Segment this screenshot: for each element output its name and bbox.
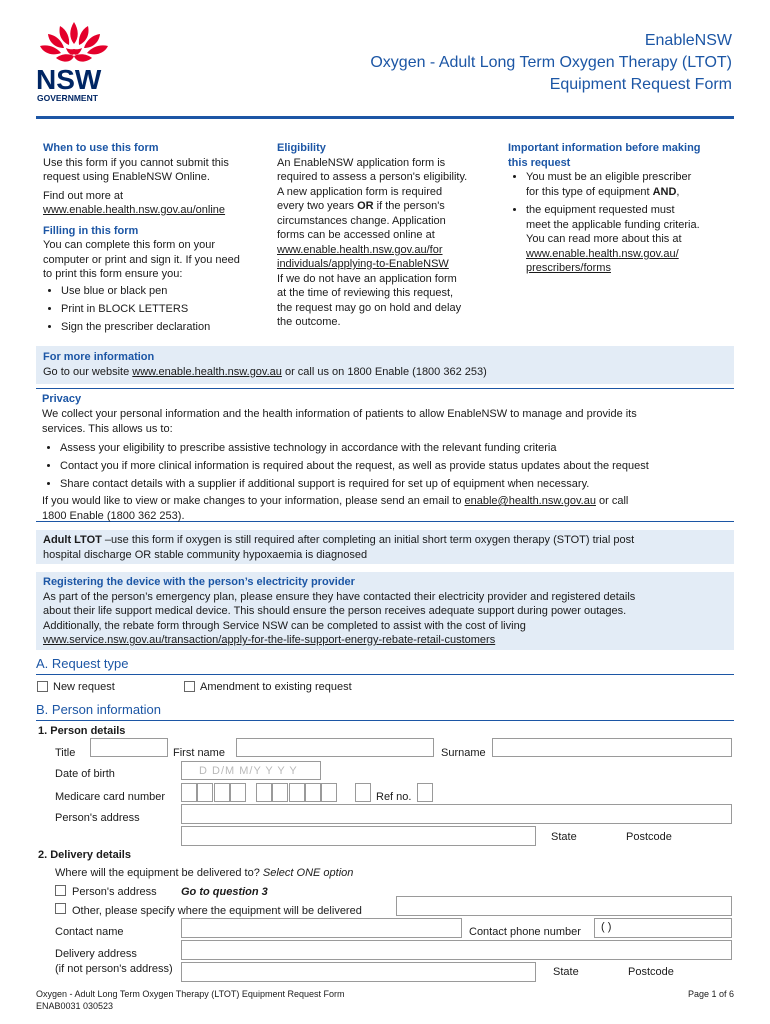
dob-label: Date of birth — [55, 768, 115, 780]
postcode-label: Postcode — [626, 831, 672, 843]
medicare-digit[interactable] — [181, 783, 197, 802]
privacy-text: We collect your personal information and the health information of patients to allow EnableNSW to manage and provide its — [42, 408, 637, 420]
address-input[interactable] — [181, 804, 732, 824]
privacy-bullets — [42, 439, 728, 493]
ref-no-label: Ref no. — [376, 791, 412, 803]
section-b-title: B. Person information — [36, 702, 162, 717]
contact-phone-input[interactable] — [594, 918, 732, 938]
text-bold: OR — [357, 200, 374, 212]
text: –use this form if oxygen is still required after completing an initial short term oxygen therapy (STOT) trial post — [101, 534, 635, 546]
important-heading: this request — [508, 156, 571, 169]
application-link[interactable]: www.enable.health.nsw.gov.au/for — [277, 243, 443, 256]
privacy-text: services. This allows us to: — [42, 422, 173, 435]
list-item — [526, 203, 734, 276]
text: , — [676, 185, 680, 198]
logo-subtext: GOVERNMENT — [37, 93, 98, 103]
delivery-address-label: Delivery address — [55, 948, 137, 960]
ref-no-input[interactable] — [417, 783, 433, 802]
eligibility-text: An EnableNSW application form is — [277, 156, 446, 169]
title-input[interactable] — [90, 738, 168, 757]
filling-text: You can complete this form on your — [43, 239, 216, 251]
list-item: • Use blue or black pen — [61, 284, 271, 299]
contact-name-label: Contact name — [55, 926, 124, 938]
privacy-heading: Privacy — [42, 393, 82, 405]
when-text: request using EnableNSW Online. — [43, 171, 210, 183]
surname-input[interactable] — [492, 738, 732, 757]
prescribers-link[interactable]: prescribers/forms — [526, 262, 611, 274]
section-b-rule — [36, 720, 734, 721]
ltot-text: hospital discharge OR stable community hypoxaemia is diagnosed — [43, 548, 368, 561]
medicare-digit[interactable] — [256, 783, 272, 802]
intro-column-3 — [508, 141, 734, 276]
delivery-address-input[interactable] — [181, 940, 732, 960]
eligibility-heading: Eligibility — [277, 142, 326, 154]
ltot-text — [43, 533, 727, 548]
form-subtitle: Equipment Request Form — [549, 76, 732, 93]
eligibility-text: at the time of reviewing this request, — [277, 287, 454, 299]
eligibility-text: required to assess a person's eligibility. — [277, 171, 468, 183]
filling-text: computer or print and sign it. If you need — [43, 253, 240, 266]
list-item — [526, 170, 734, 199]
contact-name-input[interactable] — [181, 918, 462, 938]
electricity-text: about their life support medical device. This should ensure the person receives adequate support during power outages. — [43, 605, 627, 617]
application-link[interactable]: individuals/applying-to-EnableNSW — [277, 258, 449, 270]
delivery-postcode-label: Postcode — [628, 966, 674, 978]
text: Where will the equipment be delivered to? — [55, 867, 263, 879]
text: the equipment requested must — [526, 204, 675, 216]
eligibility-text — [277, 199, 502, 214]
website-link[interactable]: www.enable.health.nsw.gov.au — [132, 365, 282, 378]
title-label: Title — [55, 747, 76, 759]
important-heading: Important information before making — [508, 142, 701, 154]
medicare-digit[interactable] — [305, 783, 321, 802]
when-heading: When to use this form — [43, 142, 159, 154]
text: meet the applicable funding criteria. — [526, 218, 700, 231]
more-info-text — [43, 365, 727, 380]
delivery-address-input-line2[interactable] — [181, 962, 536, 982]
amendment-checkbox[interactable] — [184, 681, 195, 692]
eligibility-text: A new application form is required — [277, 185, 443, 198]
org-name: EnableNSW — [644, 32, 732, 49]
text-italic: Go to question 3 — [181, 886, 268, 898]
address-label: Person's address — [55, 812, 140, 824]
person-details-heading: 1. Person details — [38, 725, 126, 737]
text: every two years — [277, 200, 358, 212]
text: or call us on 1800 Enable (1800 362 253) — [281, 365, 487, 378]
medicare-digit[interactable] — [321, 783, 337, 802]
delivery-state-label: State — [553, 966, 579, 978]
footer-page-number: Page 1 of 6 — [687, 989, 734, 999]
privacy-text — [42, 494, 728, 509]
list-item: • Sign the prescriber declaration — [61, 320, 271, 335]
electricity-text: Additionally, the rebate form through Service NSW can be completed to assist with the cost of living — [43, 619, 526, 632]
medicare-digit[interactable] — [197, 783, 213, 802]
phone-area-code: ( ) — [601, 921, 612, 933]
eligibility-text: If we do not have an application form — [277, 272, 457, 285]
section-a-rule — [36, 674, 734, 675]
list-item: • Assess your eligibility to prescribe assistive technology in accordance with the relevant funding criteria — [60, 439, 728, 457]
delivery-details-heading: 2. Delivery details — [38, 849, 131, 861]
text: if the person's — [373, 200, 445, 212]
eligibility-text: the request may go on hold and delay — [277, 301, 462, 314]
other-location-label: Other, please specify where the equipment will be delivered — [72, 905, 362, 917]
text-bold: Adult LTOT — [43, 534, 102, 546]
amendment-label: Amendment to existing request — [200, 681, 352, 693]
text: for this type of equipment — [526, 185, 653, 198]
new-request-label: New request — [53, 681, 115, 693]
medicare-digit[interactable] — [230, 783, 246, 802]
surname-label: Surname — [441, 747, 486, 759]
text: or call — [595, 495, 629, 507]
logo-text: NSW — [36, 64, 102, 95]
list-item: • Contact you if more clinical information is required about the request, as well as provide status updates about the request — [60, 457, 728, 475]
more-info-panel — [36, 346, 734, 384]
electricity-panel — [36, 572, 734, 650]
section-a-title: A. Request type — [36, 656, 129, 671]
list-item: • Share contact details with a supplier if additional support is required for set up of equipment when necessary. — [60, 475, 728, 493]
filling-bullets — [43, 284, 271, 335]
delivery-prompt — [55, 867, 353, 879]
medicare-digit[interactable] — [355, 783, 371, 802]
address-input-line2[interactable] — [181, 826, 536, 846]
new-request-checkbox[interactable] — [37, 681, 48, 692]
text: Go to our website — [43, 365, 133, 378]
contact-phone-label: Contact phone number — [469, 926, 581, 938]
ltot-panel — [36, 530, 734, 564]
filling-text: to print this form ensure you: — [43, 268, 183, 280]
persons-address-checkbox[interactable] — [55, 885, 66, 896]
text-bold: AND — [652, 185, 677, 198]
eligibility-text: the outcome. — [277, 316, 341, 328]
list-item: • Print in BLOCK LETTERS — [61, 302, 271, 317]
filling-heading: Filling in this form — [43, 224, 139, 237]
goto-question-3 — [181, 886, 268, 898]
footer-form-name: Oxygen - Adult Long Term Oxygen Therapy (LTOT) Equipment Request Form — [36, 989, 345, 999]
dob-placeholder: D D/M M/Y Y Y Y — [199, 765, 298, 777]
footer-form-code: ENAB0031 030523 — [36, 1001, 114, 1011]
when-text: Use this form if you cannot submit this — [43, 156, 229, 169]
eligibility-text: forms can be accessed online at — [277, 229, 435, 241]
medicare-digit[interactable] — [272, 783, 288, 802]
privacy-section — [36, 388, 734, 522]
more-info-heading: For more information — [43, 351, 155, 363]
state-label: State — [551, 831, 577, 843]
form-title: Oxygen - Adult Long Term Oxygen Therapy (LTOT) — [370, 54, 732, 71]
privacy-text: 1800 Enable (1800 362 253). — [42, 510, 185, 522]
prescribers-link[interactable]: www.enable.health.nsw.gov.au/ — [526, 247, 679, 260]
important-bullets — [508, 170, 734, 276]
text-italic: Select ONE option — [262, 867, 354, 879]
medicare-label: Medicare card number — [55, 791, 166, 803]
header-rule — [36, 116, 734, 119]
delivery-address-note: (if not person's address) — [55, 963, 173, 975]
electricity-text: As part of the person’s emergency plan, please ensure they have contacted their electricity provider and registered details — [43, 590, 636, 603]
email-link[interactable]: enable@health.nsw.gov.au — [464, 495, 596, 507]
medicare-digit[interactable] — [289, 783, 305, 802]
other-location-input[interactable] — [396, 896, 732, 916]
other-location-checkbox[interactable] — [55, 903, 66, 914]
intro-column-2 — [277, 141, 502, 330]
intro-column-1 — [43, 141, 271, 335]
first-name-label: First name — [173, 747, 225, 759]
persons-address-label: Person's address — [72, 886, 157, 898]
energy-rebate-link[interactable]: www.service.nsw.gov.au/transaction/apply-for-the-life-support-energy-rebate-retail-customers — [43, 634, 496, 646]
first-name-input[interactable] — [236, 738, 434, 757]
nsw-government-logo — [36, 20, 116, 103]
electricity-heading: Registering the device with the person’s electricity provider — [43, 576, 355, 588]
online-link[interactable]: www.enable.health.nsw.gov.au/online — [43, 204, 226, 216]
medicare-digit[interactable] — [214, 783, 230, 802]
eligibility-text: circumstances change. Application — [277, 214, 446, 227]
text: You must be an eligible prescriber — [526, 171, 692, 183]
text: If you would like to view or make changes to your information, please send an email to — [42, 495, 465, 507]
text: You can read more about this at — [526, 233, 682, 245]
find-more-text: Find out more at — [43, 189, 124, 202]
